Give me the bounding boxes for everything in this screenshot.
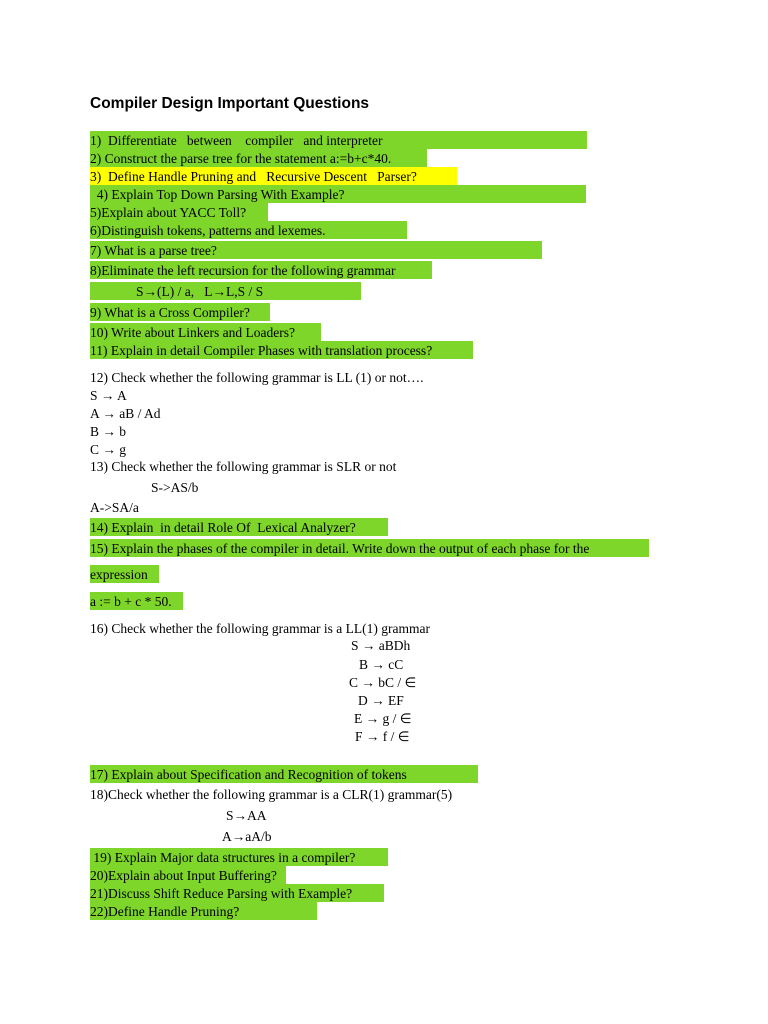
question-line: 17) Explain about Specification and Recognition of tokens [90, 767, 407, 782]
question-line: 5)Explain about YACC Toll? [90, 205, 247, 220]
grammar-line: S→(L) / a, L→L,S / S [136, 284, 264, 299]
grammar-line: S→AA [226, 808, 267, 823]
grammar-line: A→aA/b [222, 829, 272, 844]
grammar-line: C → g [90, 442, 127, 457]
question-line: 18)Check whether the following grammar is a CLR(1) grammar(5) [90, 787, 453, 802]
question-line: expression [90, 567, 148, 582]
grammar-line: C → bC / ∈ [349, 675, 417, 690]
grammar-line: F → f / ∈ [355, 729, 410, 744]
question-line: 6)Distinguish tokens, patterns and lexemes. [90, 223, 326, 238]
question-line: 2) Construct the parse tree for the statement a:=b+c*40. [90, 151, 392, 166]
grammar-line: B → b [90, 424, 127, 439]
grammar-line: S → aBDh [351, 638, 411, 653]
question-line: 14) Explain in detail Role Of Lexical Analyzer? [90, 520, 356, 535]
question-line: a := b + c * 50. [90, 594, 172, 609]
question-line: 3) Define Handle Pruning and Recursive Descent Parser? [90, 169, 417, 184]
question-line: 11) Explain in detail Compiler Phases with translation process? [90, 343, 433, 358]
grammar-line: D → EF [358, 693, 404, 708]
question-line: 7) What is a parse tree? [90, 243, 217, 258]
question-line: 21)Discuss Shift Reduce Parsing with Example? [90, 886, 353, 901]
grammar-line: A → aB / Ad [90, 406, 161, 421]
question-line: 4) Explain Top Down Parsing With Example? [90, 187, 345, 202]
grammar-line: E → g / ∈ [354, 711, 412, 726]
question-line: 16) Check whether the following grammar is a LL(1) grammar [90, 621, 431, 636]
grammar-line: S->AS/b [151, 480, 199, 495]
question-line: 13) Check whether the following grammar is SLR or not [90, 459, 397, 474]
grammar-line: A->SA/a [90, 500, 139, 515]
grammar-line: S → A [90, 388, 127, 403]
question-line: 8)Eliminate the left recursion for the following grammar [90, 263, 396, 278]
question-line: 9) What is a Cross Compiler? [90, 305, 250, 320]
question-line: 1) Differentiate between compiler and interpreter [90, 133, 383, 148]
grammar-line: B → cC [359, 657, 404, 672]
question-line: 15) Explain the phases of the compiler in detail. Write down the output of each phase for the [90, 541, 590, 556]
question-line: 12) Check whether the following grammar is LL (1) or not…. [90, 370, 424, 385]
question-line: 19) Explain Major data structures in a compiler? [90, 850, 356, 865]
page-title: Compiler Design Important Questions [90, 95, 370, 112]
question-line: 20)Explain about Input Buffering? [90, 868, 277, 883]
question-line: 10) Write about Linkers and Loaders? [90, 325, 296, 340]
question-line: 22)Define Handle Pruning? [90, 904, 240, 919]
